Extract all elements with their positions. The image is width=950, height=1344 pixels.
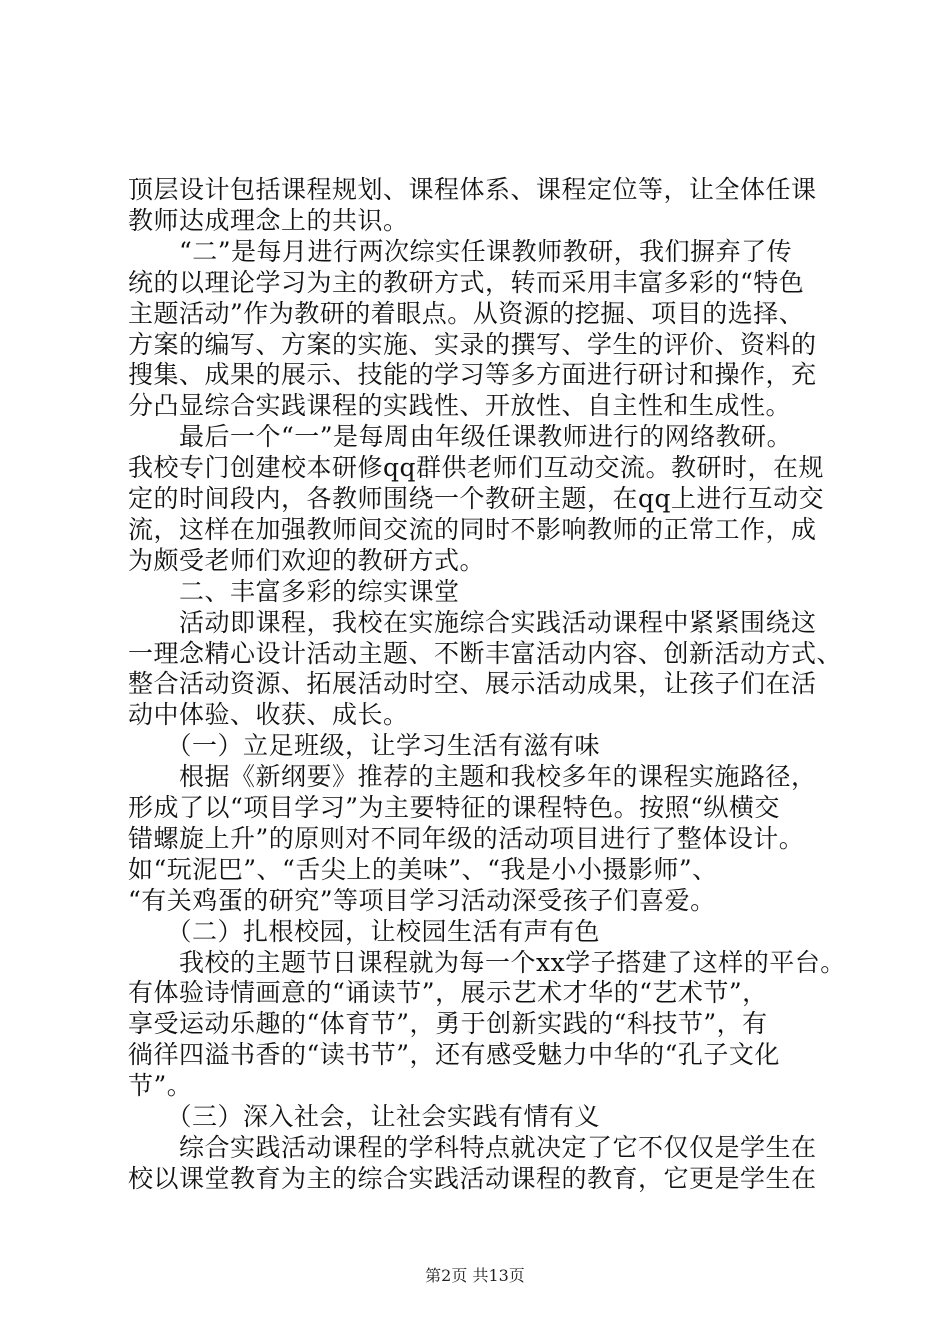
text-line: 如“玩泥巴”、“舌尖上的美味”、“我是小小摄影师”、 [128,854,718,884]
text-line: 节”。 [128,1071,193,1101]
text-line: 为颇受老师们欢迎的教研方式。 [128,545,486,575]
text-line: 综合实践活动课程的学科特点就决定了它不仅仅是学生在 [128,1132,817,1162]
text-line: 顶层设计包括课程规划、课程体系、课程定位等，让全体任课 [128,175,817,204]
text-line: 活动即课程，我校在实施综合实践活动课程中紧紧围绕这 [128,607,817,637]
text-line: 整合活动资源、拓展活动时空、展示活动成果，让孩子们在活 [128,669,817,699]
text-line: 形成了以“项目学习”为主要特征的课程特色。按照“纵横交 [128,793,780,822]
text-line: 有体验诗情画意的“诵读节”，展示艺术才华的“艺术节”， [128,978,768,1008]
text-line: 最后一个“一”是每周由年级任课教师进行的网络教研。 [128,422,793,452]
text-line: 动中体验、收获、成长。 [128,700,409,730]
text-line: 根据《新纲要》推荐的主题和我校多年的课程实施路径， [128,762,817,792]
text-line: 方案的编写、方案的实施、实录的撰写、学生的评价、资料的 [128,329,817,359]
text-line: “二”是每月进行两次综实任课教师教研，我们摒弃了传 [128,236,793,266]
text-line: 教师达成理念上的共识。 [128,205,409,235]
text-line: （三）深入社会，让社会实践有情有义 [128,1102,601,1131]
text-line: 统的以理论学习为主的教研方式，转而采用丰富多彩的“特色 [128,267,805,297]
text-line: 享受运动乐趣的“体育节”，勇于创新实践的“科技节”，有 [128,1009,768,1039]
text-line: 搜集、成果的展示、技能的学习等多方面进行研讨和操作，充 [128,360,817,390]
text-line: 错螺旋上升”的原则对不同年级的活动项目进行了整体设计。 [128,823,805,853]
text-line: （二）扎根校园，让校园生活有声有色 [128,916,601,946]
text-line: 主题活动”作为教研的着眼点。从资源的挖掘、项目的选择、 [128,298,805,328]
text-line: 我校的主题节日课程就为每一个xx学子搭建了这样的平台。 [128,947,846,977]
page-footer: 第2页 共13页 [425,1266,525,1285]
text-line: 流，这样在加强教师间交流的同时不影响教师的正常工作，成 [128,514,817,544]
text-line: 定的时间段内，各教师围绕一个教研主题，在qq上进行互动交 [128,484,825,513]
text-line: 一理念精心设计活动主题、不断丰富活动内容、创新活动方式、 [128,638,843,668]
text-line: 徜徉四溢书香的“读书节”，还有感受魅力中华的“孔子文化 [128,1040,780,1070]
text-line: “有关鸡蛋的研究”等项目学习活动深受孩子们喜爱。 [128,885,716,915]
text-line: （一）立足班级，让学习生活有滋有味 [128,731,601,761]
text-line: 校以课堂教育为主的综合实践活动课程的教育，它更是学生在 [128,1163,817,1193]
text-line: 二、丰富多彩的综实课堂 [128,576,460,606]
text-line: 我校专门创建校本研修qq群供老师们互动交流。教研时，在规 [128,453,825,483]
text-line: 分凸显综合实践课程的实践性、开放性、自主性和生成性。 [128,391,792,421]
